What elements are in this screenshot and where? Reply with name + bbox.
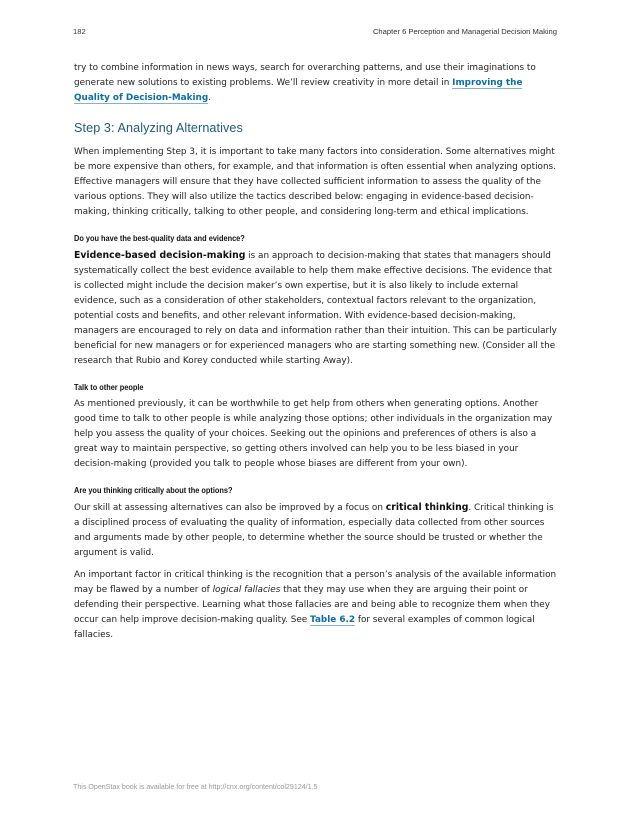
evidence-paragraph: Evidence-based decision-making is an approach to decision-making that states that managers should systematically collect the best evidence available to help them make effective decisions. The evidence that is collected might include the decision maker’s own expertise, but it is also likely to include external evidence, such as a consideration of other stakeholders, contextual factors relevant to the organization, potential costs and benefits, and other relevant information. With evidence-based decision-making, managers are encouraged to rely on data and information rather than their intuition. This can be particularly beneficial for new managers or for experienced managers who are starting something new. (Consider all the research that Rubio and Korey conducted while starting Away). [74,250,557,366]
critical-paragraph-2: An important factor in critical thinking is the recognition that a person’s analysis of the available information may be flawed by a number of logical fallacies that they may use when they are arguing their point or defending their perspective. Learning what those fallacies are and being able to recognize them when they occur can help improve decision-making quality. See Table 6.2 for several examples of common logical fallacies. [74,570,557,640]
page-number: 182 [73,27,86,36]
table-6-2-link[interactable]: Table 6.2 [310,615,356,625]
talk-paragraph: As mentioned previously, it can be worthwhile to get help from others when generating options. Another good time to talk to other people is while analyzing those options; other individuals in the organization may help you assess the quality of your choices. Seeking out the opinions and preferences of others is also a great way to maintain perspective, so getting others involved can help you to be less biased in your decision-making (provided you talk to people whose biases are different from your own). [74,399,553,469]
term-logical-fallacies: logical fallacies [212,585,281,595]
subheading-talk: Talk to other people [74,382,144,392]
term-evidence-based: Evidence-based decision-making [74,250,246,261]
intro-paragraph: try to combine information in news ways, search for overarching patterns, and use their imaginations to generate new solutions to existing problems. We’ll review creativity in more detail in Improving the Quality of Decision-Making. [74,63,536,103]
section-title: Step 3: Analyzing Alternatives [74,121,243,135]
chapter-title: Chapter 6 Perception and Managerial Decision Making [372,27,557,36]
subheading-evidence: Do you have the best-quality data and evidence? [74,233,245,243]
term-critical-thinking: critical thinking [385,502,469,513]
critical-paragraph-1: Our skill at assessing alternatives can also be improved by a focus on critical thinking. Critical thinking is a disciplined process of evaluating the quality of information, especially data collected from other sources and arguments made by other people, to determine whether the source should be trusted or whether the argument is valid. [74,502,554,558]
page-footer: This OpenStax book is available for free at http://cnx.org/content/col29124/1.5 [73,783,318,791]
main-content [74,61,559,650]
subheading-critical: Are you thinking critically about the options? [74,485,233,495]
improving-quality-link[interactable]: Improving the Quality of Decision-Making [74,78,523,103]
section-body: When implementing Step 3, it is important to take many factors into consideration. Some alternatives might be more expensive than others, for example, and that information is often essential when analyzing options. Effective managers will ensure that they have collected sufficient information to assess the quality of the various options. They will also utilize the tactics described below: engaging in evidence-based decision-making, thinking critically, talking to other people, and considering long-term and ethical implications. [74,147,556,217]
